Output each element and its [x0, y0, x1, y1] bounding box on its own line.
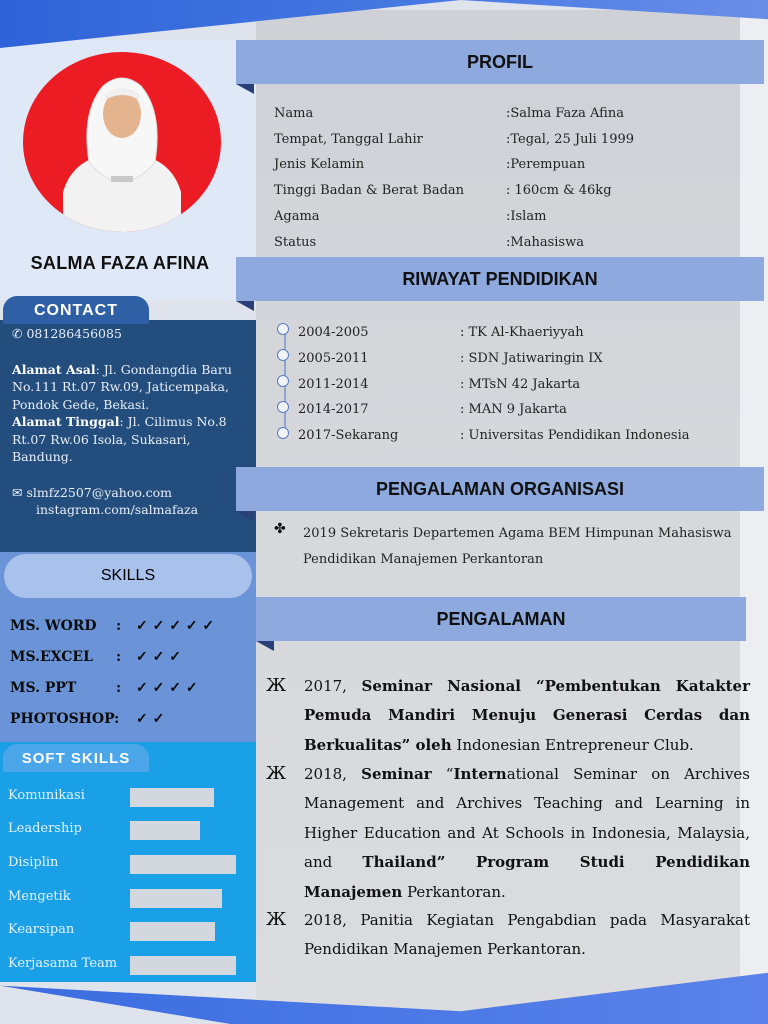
organization-heading: PENGALAMAN ORGANISASI — [236, 467, 764, 511]
education-row: 2014-2017 : MAN 9 Jakarta — [298, 402, 567, 418]
phone-number: 081286456085 — [26, 326, 122, 341]
timeline-dot — [277, 375, 289, 387]
soft-skill-bar — [130, 788, 214, 807]
soft-skills-heading: SOFT SKILLS — [3, 744, 149, 772]
skill-row: MS.EXCEL : ✓ ✓ ✓ — [10, 649, 181, 665]
home-address: Alamat Asal: Jl. Gondangdia Baru No.111 Rt.07 Rw.09, Jaticempaka, Pondok Gede, Bekasi. — [12, 361, 232, 412]
soft-skill-label: Komunikasi — [8, 788, 85, 803]
profile-row: Status :Mahasiswa — [274, 234, 584, 250]
organization-item: 2019 Sekretaris Departemen Agama BEM Himpunan Mahasiswa Pendidikan Manajemen Perkantoran — [303, 526, 732, 567]
profile-row: Nama :Salma Faza Afina — [274, 106, 624, 121]
timeline-dot — [277, 401, 289, 413]
instagram-row — [12, 501, 252, 519]
profile-row: Agama :Islam — [274, 208, 547, 224]
person-name: SALMA FAZA AFINA — [30, 253, 210, 273]
skill-row: MS. WORD : ✓ ✓ ✓ ✓ ✓ — [10, 618, 215, 634]
education-row: 2017-Sekarang : Universitas Pendidikan Indonesia — [298, 428, 690, 444]
profile-photo — [23, 52, 221, 232]
soft-skill-label: Kerjasama Team — [8, 956, 118, 971]
soft-skill-bar — [130, 855, 236, 874]
soft-skill-bar — [130, 922, 215, 941]
skill-checks: ✓ ✓ — [136, 711, 165, 727]
education-row: 2011-2014 : MTsN 42 Jakarta — [298, 376, 581, 392]
soft-skill-label: Mengetik — [8, 889, 71, 904]
experience-item: 2018, Panitia Kegiatan Pengabdian pada Masyarakat Pendidikan Manajemen Perkantoran. — [304, 911, 750, 959]
skill-checks: ✓ ✓ ✓ — [136, 649, 181, 665]
profile-row: Tinggi Badan & Berat Badan : 160cm & 46kg — [274, 183, 612, 199]
profile-table — [274, 101, 740, 255]
experience-heading: PENGALAMAN — [256, 597, 746, 641]
ribbon-fold — [236, 511, 254, 521]
timeline-dot — [277, 323, 289, 335]
contact-details — [12, 325, 252, 519]
ribbon-fold — [236, 301, 254, 311]
skill-name: MS.EXCEL — [10, 649, 93, 665]
soft-skill-label: Kearsipan — [8, 922, 75, 937]
skill-name: PHOTOSHOP: — [10, 711, 120, 727]
skills-heading: SKILLS — [4, 554, 252, 598]
skill-name: MS. WORD — [10, 618, 97, 634]
soft-skill-bar — [130, 821, 200, 840]
skill-checks: ✓ ✓ ✓ ✓ ✓ — [136, 618, 215, 634]
timeline-dot — [277, 427, 289, 439]
soft-skill-label: Disiplin — [8, 855, 59, 870]
education-heading: RIWAYAT PENDIDIKAN — [236, 257, 764, 301]
email-row — [12, 484, 252, 502]
skill-row: MS. PPT : ✓ ✓ ✓ ✓ — [10, 680, 198, 696]
ribbon-fold — [236, 84, 254, 94]
skill-checks: ✓ ✓ ✓ ✓ — [136, 680, 198, 696]
experience-item: 2018, Seminar “International Seminar on Archives Management and Archives Teaching and Learning in Higher Education and At Schools in Indonesia, Malaysia, and Thailand” Program Studi Pendidikan Manajemen Perkantoran. — [304, 765, 750, 901]
current-address: Alamat Tinggal: Jl. Cilimus No.8 Rt.07 Rw.06 Isola, Sukasari, Bandung. — [12, 414, 227, 464]
experience-item: 2017, Seminar Nasional “Pembentukan Katakter Pemuda Mandiri Menuju Generasi Cerdas dan Berkualitas” oleh Indonesian Entrepreneur Club. — [304, 677, 750, 754]
profil-heading: PROFIL — [236, 40, 764, 84]
clover-bullet-icon: ✤ — [274, 521, 286, 537]
profile-row: Jenis Kelamin :Perempuan — [274, 157, 586, 173]
soft-skill-bar — [130, 956, 236, 975]
education-row: 2004-2005 : TK Al-Khaeriyyah — [298, 325, 584, 340]
current-address-label: Alamat Tinggal — [12, 414, 120, 429]
butterfly-bullet-icon: Ж — [266, 675, 287, 696]
timeline-dot — [277, 349, 289, 361]
butterfly-bullet-icon: Ж — [266, 909, 287, 930]
home-address-label: Alamat Asal — [12, 361, 96, 377]
ribbon-fold — [256, 641, 274, 651]
email-link[interactable]: slmfz2507@yahoo.com — [26, 484, 173, 500]
skill-name: MS. PPT — [10, 680, 77, 696]
mail-icon: ✉ — [12, 484, 23, 500]
profile-row: Tempat, Tanggal Lahir :Tegal, 25 Juli 1999 — [274, 131, 635, 147]
phone-row — [12, 325, 252, 343]
instagram-link[interactable]: instagram.com/salmafaza — [36, 502, 199, 517]
butterfly-bullet-icon: Ж — [266, 763, 287, 784]
soft-skill-bar — [130, 889, 222, 908]
contact-heading: CONTACT — [3, 296, 149, 324]
skill-row — [10, 711, 250, 727]
education-row: 2005-2011 : SDN Jatiwaringin IX — [298, 350, 603, 366]
phone-icon: ✆ — [12, 326, 23, 341]
soft-skill-label: Leadership — [8, 821, 82, 836]
education-list — [298, 320, 742, 449]
